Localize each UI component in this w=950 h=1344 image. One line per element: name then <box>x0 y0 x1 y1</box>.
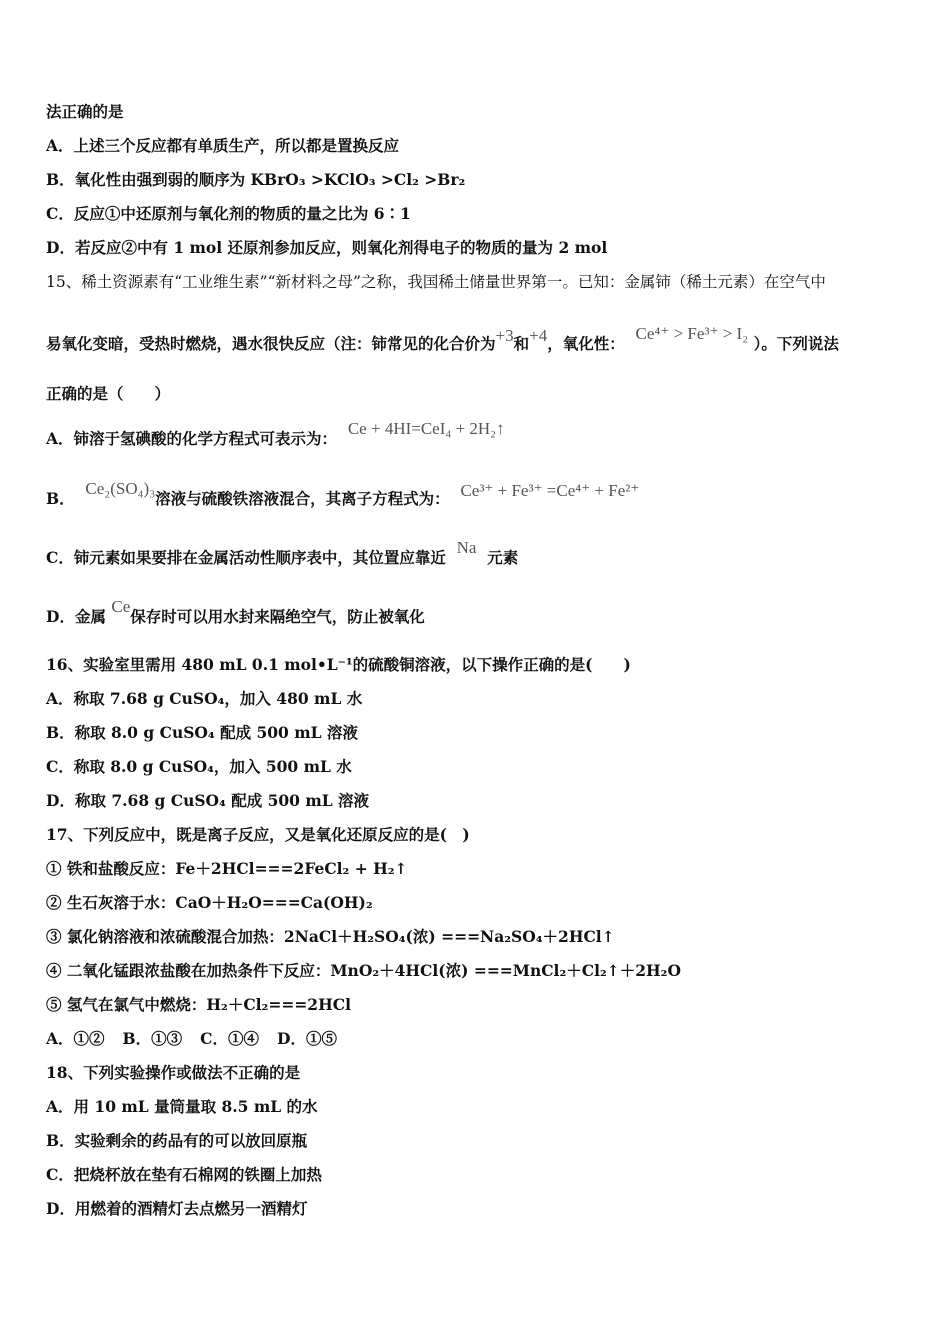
reaction-item: ② 生石灰溶于水：CaO＋H₂O===Ca(OH)₂ <box>46 893 373 912</box>
q17-item-5 <box>46 994 910 1016</box>
option-label: A． <box>46 1029 74 1048</box>
q17-item-3 <box>46 926 910 948</box>
q15-stem-line2 <box>46 324 910 355</box>
option-label: D． <box>46 607 75 626</box>
q17-option-a <box>46 1029 105 1048</box>
q14-tail-text: 法正确的是 <box>46 102 124 121</box>
option-label: A． <box>46 689 74 708</box>
option-text: 反应①中还原剂与氧化剂的物质的量之比为 6∶1 <box>73 204 411 223</box>
q14-stem-tail <box>46 101 910 123</box>
option-label: B． <box>46 489 75 508</box>
option-label: C． <box>46 1165 74 1184</box>
q18-option-d <box>46 1198 910 1220</box>
q17-stem-text: 17、下列反应中，既是离子反应，又是氧化还原反应的是( ) <box>46 825 470 844</box>
option-text: ①④ <box>228 1029 260 1048</box>
q18-option-b <box>46 1130 910 1152</box>
q15-stem-text: 和 <box>513 334 530 353</box>
option-text: 氧化性由强到弱的顺序为 KBrO₃ >KClO₃ >Cl₂ >Br₂ <box>74 170 466 189</box>
option-text: 金属 <box>74 607 106 626</box>
option-text: 元素 <box>487 548 519 567</box>
option-label: A． <box>46 136 74 155</box>
option-text: 若反应②中有 1 mol 还原剂参加反应，则氧化剂得电子的物质的量为 2 mol <box>74 238 608 257</box>
q15-stem-text: 正确的是（ ） <box>46 384 171 403</box>
q17-item-1 <box>46 858 910 880</box>
q16-option-b <box>46 722 910 744</box>
q14-option-c <box>46 203 910 225</box>
option-label: D． <box>46 238 75 257</box>
option-text: 把烧杯放在垫有石棉网的铁圈上加热 <box>73 1165 322 1184</box>
q15-option-a <box>46 419 910 450</box>
oxidizing-order-formula: Ce⁴⁺ > Fe³⁺ > I₂ <box>635 324 749 343</box>
option-text: 称取 7.68 g CuSO₄，加入 480 mL 水 <box>73 689 363 708</box>
q17-options <box>46 1028 910 1050</box>
option-text: ①⑤ <box>305 1029 337 1048</box>
option-label: A． <box>46 429 74 448</box>
reaction-item: ④ 二氧化锰跟浓盐酸在加热条件下反应：MnO₂＋4HCl(浓) ===MnCl₂＋Cl₂↑＋2H₂O <box>46 961 681 980</box>
option-text: 上述三个反应都有单质生产，所以都是置换反应 <box>73 136 400 155</box>
q18-option-a <box>46 1096 910 1118</box>
q16-stem-text: 16、实验室里需用 480 mL 0.1 mol•L⁻¹的硫酸铜溶液，以下操作正确的是( ) <box>46 655 631 674</box>
q15-option-d <box>46 597 910 628</box>
q17-option-c <box>200 1029 259 1048</box>
q14-option-a <box>46 135 910 157</box>
option-label: D． <box>46 791 75 810</box>
q16-stem <box>46 654 910 676</box>
option-label: B． <box>46 723 75 742</box>
option-text: ①② <box>73 1029 105 1048</box>
reaction-item: ① 铁和盐酸反应：Fe＋2HCl===2FeCl₂ + H₂↑ <box>46 859 408 878</box>
option-text: 溶液与硫酸铁溶液混合，其离子方程式为： <box>155 489 450 508</box>
option-text: 实验剩余的药品有的可以放回原瓶 <box>74 1131 308 1150</box>
q14-option-d <box>46 237 910 259</box>
option-label: B． <box>46 170 75 189</box>
option-label: B． <box>46 1131 75 1150</box>
q17-option-d <box>277 1029 337 1048</box>
option-text: 铈溶于氢碘酸的化学方程式可表示为： <box>73 429 338 448</box>
valence-plus3-formula: +3 <box>495 326 514 345</box>
option-text: 用燃着的酒精灯去点燃另一酒精灯 <box>74 1199 308 1218</box>
q14-option-b <box>46 169 910 191</box>
q16-option-d <box>46 790 910 812</box>
sodium-symbol: Na <box>456 538 477 557</box>
option-text: 称取 7.68 g CuSO₄ 配成 500 mL 溶液 <box>74 791 370 810</box>
option-label: B． <box>122 1029 152 1048</box>
option-text: 称取 8.0 g CuSO₄，加入 500 mL 水 <box>73 757 352 776</box>
valence-plus4-formula: +4 <box>529 326 548 345</box>
q15-stem-line3 <box>46 383 910 405</box>
q15-stem-text: 易氧化变暗，受热时燃烧，遇水很快反应（注：铈常见的化合价为 <box>46 334 496 353</box>
q17-item-2 <box>46 892 910 914</box>
cerium-sulfate-formula: Ce₂(SO₄)₃ <box>85 479 156 498</box>
option-label: C． <box>200 1029 229 1048</box>
ionic-equation: Ce³⁺ + Fe³⁺ =Ce⁴⁺ + Fe²⁺ <box>460 481 640 500</box>
option-text: 保存时可以用水封来隔绝空气，防止被氧化 <box>130 607 425 626</box>
reaction-item: ③ 氯化钠溶液和浓硫酸混合加热：2NaCl＋H₂SO₄(浓) ===Na₂SO₄＋2HCl↑ <box>46 927 615 946</box>
q17-item-4 <box>46 960 910 982</box>
q18-stem <box>46 1062 910 1084</box>
option-text: 铈元素如果要排在金属活动性顺序表中，其位置应靠近 <box>73 548 446 567</box>
q15-stem-line1 <box>46 271 910 293</box>
q15-option-b <box>46 479 910 510</box>
q17-option-b <box>123 1029 183 1048</box>
option-label: C． <box>46 548 74 567</box>
option-text: ①③ <box>151 1029 183 1048</box>
q15-option-c <box>46 538 910 569</box>
option-label: D． <box>277 1029 306 1048</box>
option-label: A． <box>46 1097 74 1116</box>
q18-option-c <box>46 1164 910 1186</box>
cerium-hi-equation: Ce + 4HI=CeI₄ + 2H₂↑ <box>347 419 505 438</box>
reaction-item: ⑤ 氢气在氯气中燃烧：H₂＋Cl₂===2HCl <box>46 995 351 1014</box>
q16-option-c <box>46 756 910 778</box>
option-label: C． <box>46 757 74 776</box>
q17-stem <box>46 824 910 846</box>
q15-stem-text: ）。下列说法 <box>753 334 839 353</box>
q15-stem-text: 15、稀土资源素有“工业维生素”“新材料之母”之称，我国稀土储量世界第一。已知：金属铈（稀土元素）在空气中 <box>46 273 826 291</box>
cerium-symbol: Ce <box>111 597 131 616</box>
option-text: 称取 8.0 g CuSO₄ 配成 500 mL 溶液 <box>74 723 358 742</box>
option-text: 用 10 mL 量筒量取 8.5 mL 的水 <box>73 1097 318 1116</box>
q15-stem-text: ，氧化性： <box>547 334 625 353</box>
option-label: C． <box>46 204 74 223</box>
option-label: D． <box>46 1199 75 1218</box>
q16-option-a <box>46 688 910 710</box>
q18-stem-text: 18、下列实验操作或做法不正确的是 <box>46 1063 301 1082</box>
